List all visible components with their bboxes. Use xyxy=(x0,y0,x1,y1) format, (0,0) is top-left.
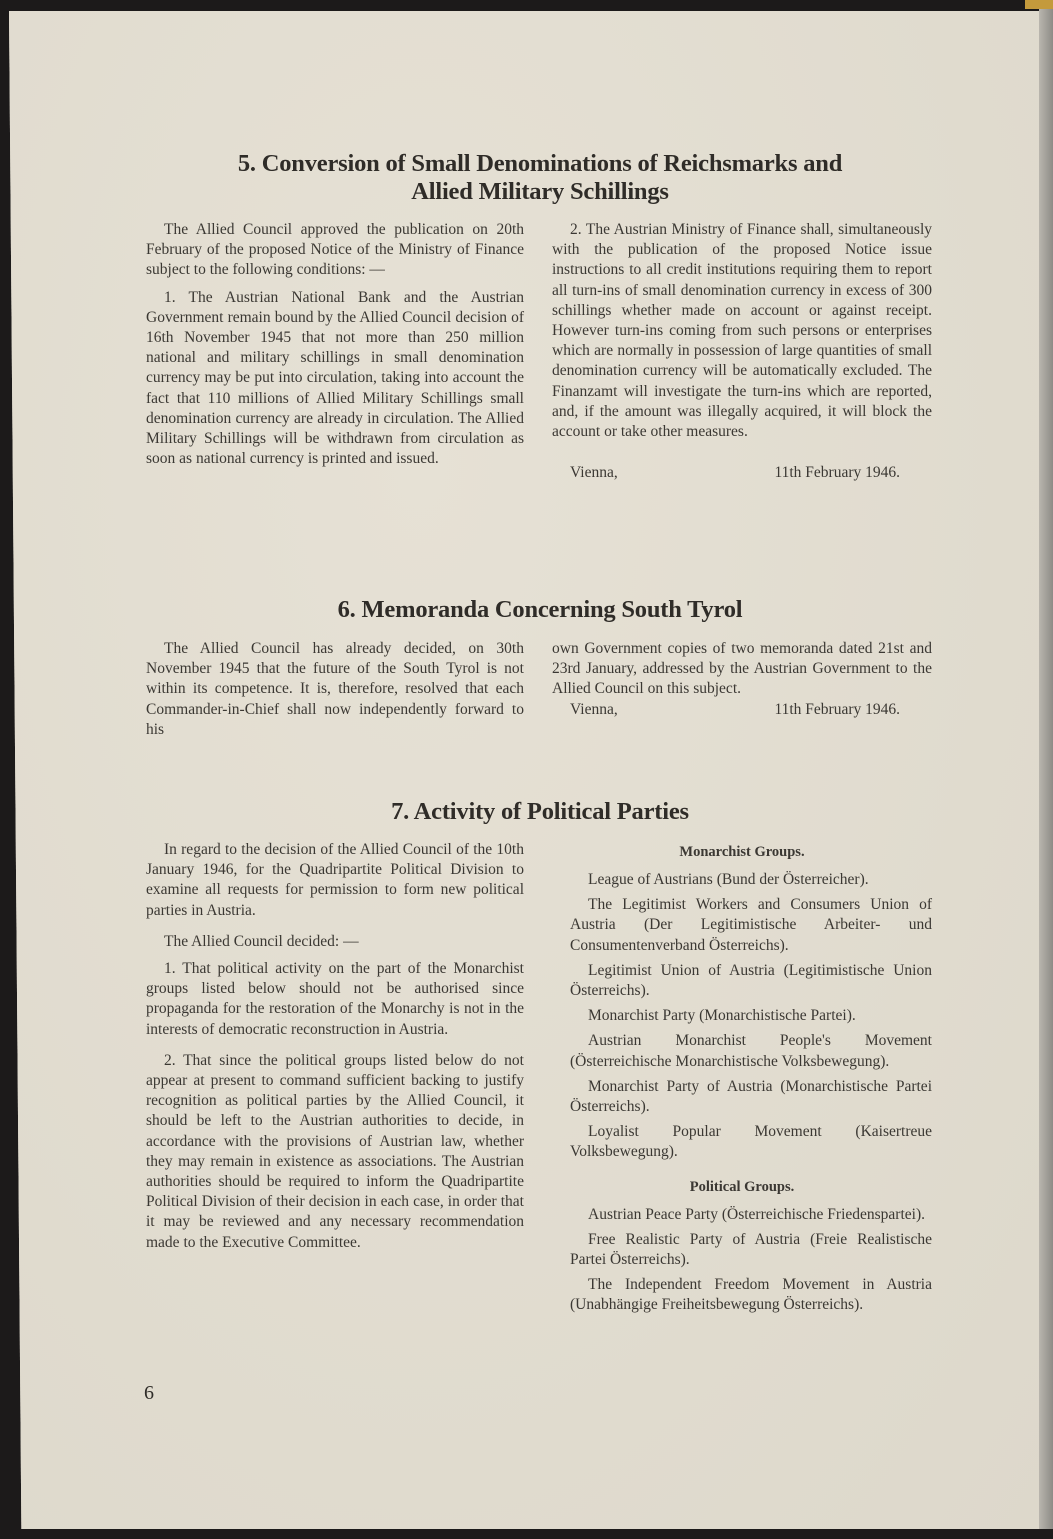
paragraph: 1. The Austrian National Bank and the Austrian Government remain bound by the Allied Council decision of 16th November 1945 that not more than 250 million national and military schillings in small denomination currency may be put into circulation, taking into account the fact that 110 millions of Allied Military Schillings small denomination currency are already in circulation. The Allied Military Schillings will be withdrawn from circulation as soon as national currency is printed and issued. xyxy=(146,288,524,468)
section-5-left-column xyxy=(146,220,524,469)
paragraph: The Allied Council approved the publication on 20th February of the proposed Notice of the Ministry of Finance subject to the following conditions: — xyxy=(146,221,524,279)
monarchist-group-item: Austrian Monarchist People's Movement (Österreichische Monarchistische Volksbewegung). xyxy=(570,1032,932,1070)
section-6-right-column xyxy=(552,639,932,720)
paragraph: 1. That political activity on the part of the Monarchist groups listed below should not be authorised since propaganda for the restoration of the Monarchy is not in the interests of democratic reconstruction in Austria. xyxy=(146,960,524,1038)
paragraph: 2. The Austrian Ministry of Finance shall, simultaneously with the publication of the proposed Notice issue instructions to all credit institutions requiring them to report all turn-ins of small denomination currency in excess of 300 schillings whether made on account or against receipt. However turn-ins coming from such persons or enterprises which are normally in possession of large quantities of small denomination currency will be automatically excluded. The Finanzamt will investigate the turn-ins which are reported, and, if the amount was illegally acquired, it will block the account or take other measures. xyxy=(552,221,932,441)
section-5-signoff xyxy=(552,463,932,483)
paragraph: The Allied Council decided: — xyxy=(164,932,359,950)
section-6-signoff xyxy=(552,700,932,720)
paragraph: own Government copies of two memoranda dated 21st and 23rd January, addressed by the Austrian Government to the Allied Council on this subject. xyxy=(552,640,932,698)
signoff-date: 11th February 1946. xyxy=(774,700,900,718)
monarchist-group-item: League of Austrians (Bund der Österreicher). xyxy=(588,871,869,888)
signoff-place: Vienna, xyxy=(570,700,618,718)
monarchist-group-item: Monarchist Party of Austria (Monarchistische Partei Österreichs). xyxy=(570,1077,932,1116)
political-group-item: The Independent Freedom Movement in Austria (Unabhängige Freiheitsbewegung Österreichs). xyxy=(570,1276,932,1314)
section-5-heading-line2: Allied Military Schillings xyxy=(411,178,669,205)
paragraph: The Allied Council has already decided, on 30th November 1945 that the future of the South Tyrol is not within its competence. It is, therefore, resolved that each Commander-in-Chief shall now independently forward to his xyxy=(146,640,524,738)
monarchist-group-item: Monarchist Party (Monarchistische Partei). xyxy=(588,1007,856,1025)
section-6-heading: 6. Memoranda Concerning South Tyrol xyxy=(337,596,743,623)
political-group-item: Free Realistic Party of Austria (Freie Realistische Partei Österreichs). xyxy=(570,1230,932,1269)
section-5-right-column xyxy=(552,220,932,483)
section-7-heading: 7. Activity of Political Parties xyxy=(391,798,689,825)
section-7-left-column xyxy=(146,840,524,1253)
political-groups-heading: Political Groups. xyxy=(689,1178,795,1195)
paragraph: 2. That since the political groups listed below do not appear at present to command sufficient backing to justify recognition as political parties by the Allied Council, it should be left to the Austrian authorities to decide, in accordance with the provisions of Austrian law, whether they may remain in existence as associations. The Austrian authorities should be required to inform the Quadripartite Political Division of their decision in each case, in order that it may be reviewed and any necessary recommendation made to the Executive Committee. xyxy=(146,1051,524,1251)
monarchist-group-item: Loyalist Popular Movement (Kaisertreue Volksbewegung). xyxy=(570,1123,932,1161)
monarchist-group-item: The Legitimist Workers and Consumers Union of Austria (Der Legitimistische Arbeiter- und Consumentenverband Österreichs). xyxy=(570,896,932,954)
page-number: 6 xyxy=(144,1382,154,1404)
paragraph: In regard to the decision of the Allied Council of the 10th January 1946, for the Quadripartite Political Division to examine all requests for permission to form new political parties in Austria. xyxy=(146,841,524,919)
signoff-place: Vienna, xyxy=(570,464,618,482)
section-6-left-column xyxy=(146,639,524,740)
political-group-item: Austrian Peace Party (Österreichische Friedenspartei). xyxy=(588,1205,925,1223)
monarchist-groups-heading: Monarchist Groups. xyxy=(679,844,805,860)
signoff-date: 11th February 1946. xyxy=(774,464,900,482)
section-5-heading-line1: 5. Conversion of Small Denominations of Reichsmarks and xyxy=(237,150,843,177)
section-5-heading xyxy=(140,150,940,206)
monarchist-group-item: Legitimist Union of Austria (Legitimistische Union Österreichs). xyxy=(570,961,932,1000)
section-7-right-column xyxy=(552,842,932,1316)
